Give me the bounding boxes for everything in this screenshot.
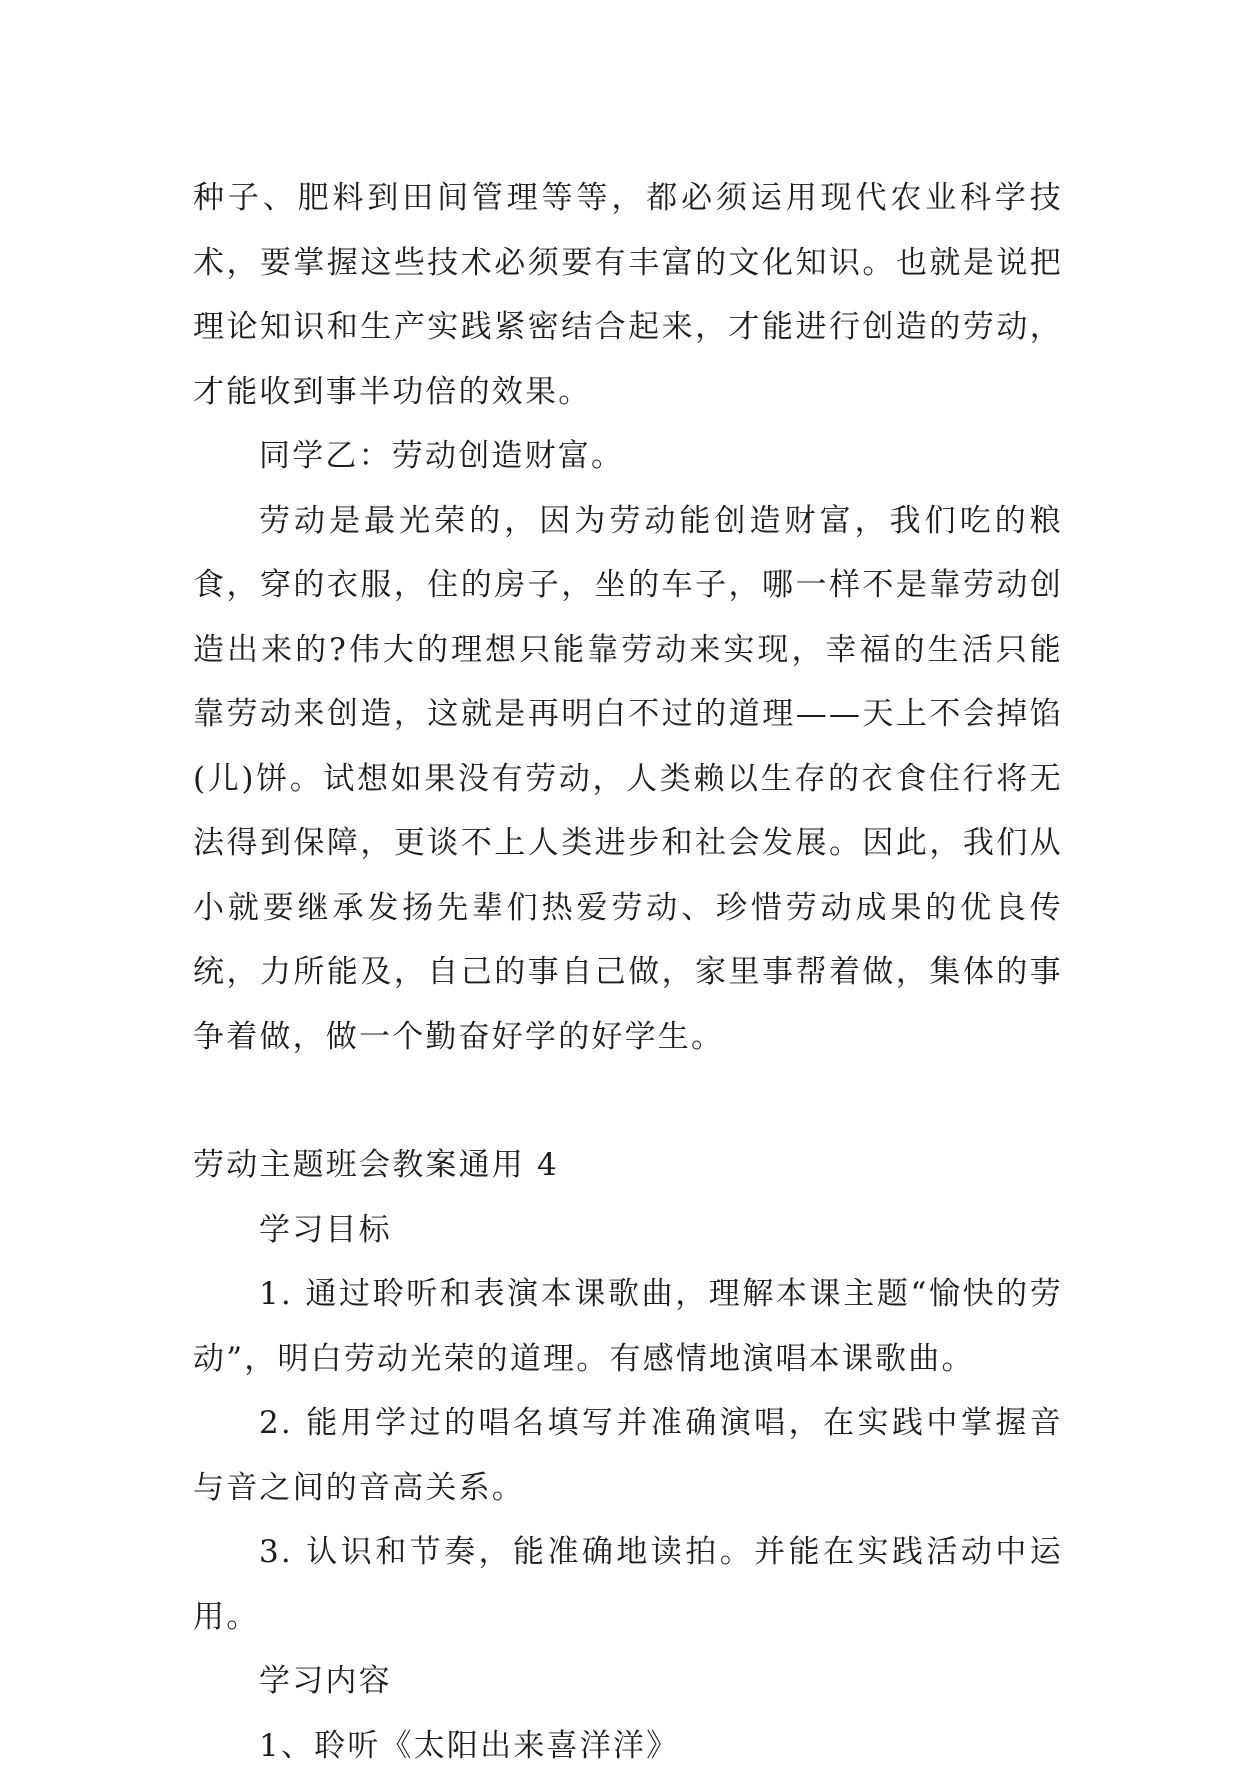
heading-learning-content: 学习内容 (193, 1649, 1063, 1714)
heading-learning-goals: 学习目标 (193, 1198, 1063, 1263)
paragraph-continuation: 种子、肥料到田间管理等等，都必须运用现代农业科学技术，要掌握这些技术必须要有丰富的文化知识。也就是说把理论知识和生产实践紧密结合起来，才能进行创造的劳动，才能收到事半功倍的效果。 (193, 166, 1063, 424)
content-item-1: 1、聆听《太阳出来喜洋洋》 (193, 1714, 1063, 1778)
paragraph-labor-wealth: 劳动是最光荣的，因为劳动能创造财富，我们吃的粮食，穿的衣服，住的房子，坐的车子，哪一样不是靠劳动创造出来的?伟大的理想只能靠劳动来实现，幸福的生活只能靠劳动来创造，这就是再明白不过的道理——天上不会掉馅(儿)饼。试想如果没有劳动，人类赖以生存的衣食住行将无法得到保障，更谈不上人类进步和社会发展。因此，我们从小就要继承发扬先辈们热爱劳动、珍惜劳动成果的优良传统，力所能及，自己的事自己做，家里事帮着做，集体的事争着做，做一个勤奋好学的好学生。 (193, 489, 1063, 1070)
goal-item-3: 3. 认识和节奏，能准确地读拍。并能在实践活动中运用。 (193, 1520, 1063, 1649)
document-body (193, 166, 1063, 1778)
section-title: 劳动主题班会教案通用 4 (193, 1133, 1063, 1198)
goal-item-2: 2. 能用学过的唱名填写并准确演唱，在实践中掌握音与音之间的音高关系。 (193, 1391, 1063, 1520)
goal-item-1: 1. 通过聆听和表演本课歌曲，理解本课主题“愉快的劳动”，明白劳动光荣的道理。有感情地演唱本课歌曲。 (193, 1262, 1063, 1391)
speaker-b-line: 同学乙：劳动创造财富。 (193, 424, 1063, 489)
